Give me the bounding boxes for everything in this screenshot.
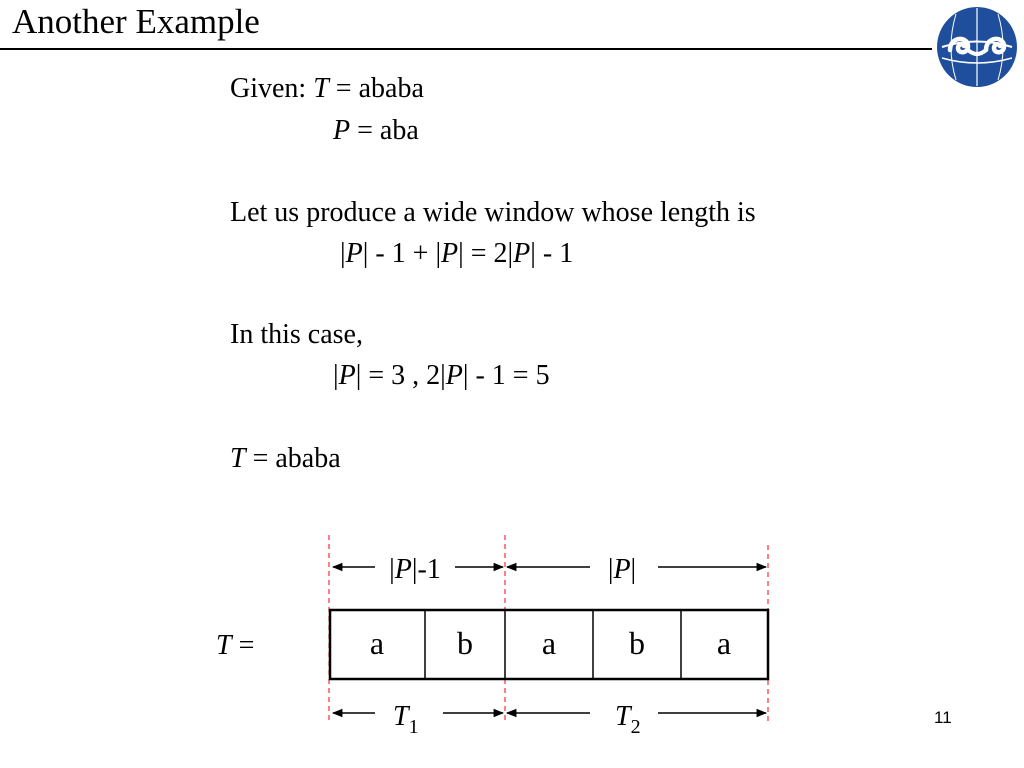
given-t-variable: T bbox=[313, 73, 329, 104]
cell-5: a bbox=[716, 625, 732, 661]
case-intro: In this case, bbox=[230, 319, 363, 350]
label-part: |-1 bbox=[411, 554, 441, 585]
window-formula-p: P bbox=[513, 238, 531, 269]
page-number: 11 bbox=[934, 708, 952, 727]
cell-1: a bbox=[369, 625, 385, 661]
window-formula-p: P bbox=[441, 238, 459, 269]
cell-2: b bbox=[457, 625, 473, 661]
row-label bbox=[216, 630, 254, 661]
top-right-dimension-label bbox=[608, 554, 636, 585]
top-left-dimension-label bbox=[389, 554, 441, 585]
slide-title: Another Example bbox=[12, 2, 260, 41]
row-label-eq: = bbox=[231, 630, 255, 661]
bottom-left-label bbox=[393, 701, 419, 738]
cell-3: a bbox=[541, 625, 557, 661]
label-part: | bbox=[389, 554, 395, 585]
window-formula-p: P bbox=[345, 238, 363, 269]
label-var: P bbox=[394, 554, 412, 585]
given-label: Given: bbox=[230, 73, 307, 104]
window-sentence: Let us produce a wide window whose length is bbox=[230, 197, 756, 228]
window-formula-part: | - 1 bbox=[530, 238, 574, 269]
case-formula-part: | bbox=[333, 360, 339, 391]
cell-4: b bbox=[629, 625, 645, 661]
t2-var: T bbox=[615, 701, 631, 732]
label-part: | bbox=[630, 554, 637, 585]
t2-subscript: 2 bbox=[630, 716, 641, 738]
given-p-variable: P bbox=[333, 115, 351, 146]
row-label-var: T bbox=[216, 630, 232, 661]
label-part: | bbox=[607, 554, 614, 585]
label-var: P bbox=[613, 554, 631, 585]
t1-var: T bbox=[393, 701, 409, 732]
given-p-equals: = bbox=[350, 115, 380, 146]
window-formula-part: | bbox=[340, 238, 346, 269]
window-formula-part: | = 2| bbox=[458, 238, 514, 269]
case-formula-p: P bbox=[445, 360, 463, 391]
case-formula-part: | - 1 = 5 bbox=[462, 360, 550, 391]
bottom-right-label bbox=[615, 701, 641, 738]
t-value: = ababa bbox=[245, 443, 341, 474]
given-t-value: ababa bbox=[358, 73, 424, 104]
case-formula-p: P bbox=[338, 360, 356, 391]
window-formula-part: | - 1 + | bbox=[362, 238, 442, 269]
case-formula-part: | = 3 , 2| bbox=[355, 360, 446, 391]
given-t-equals: = bbox=[328, 73, 359, 104]
t-variable: T bbox=[230, 443, 246, 474]
t1-subscript: 1 bbox=[408, 716, 419, 738]
given-p-value: aba bbox=[379, 115, 419, 146]
